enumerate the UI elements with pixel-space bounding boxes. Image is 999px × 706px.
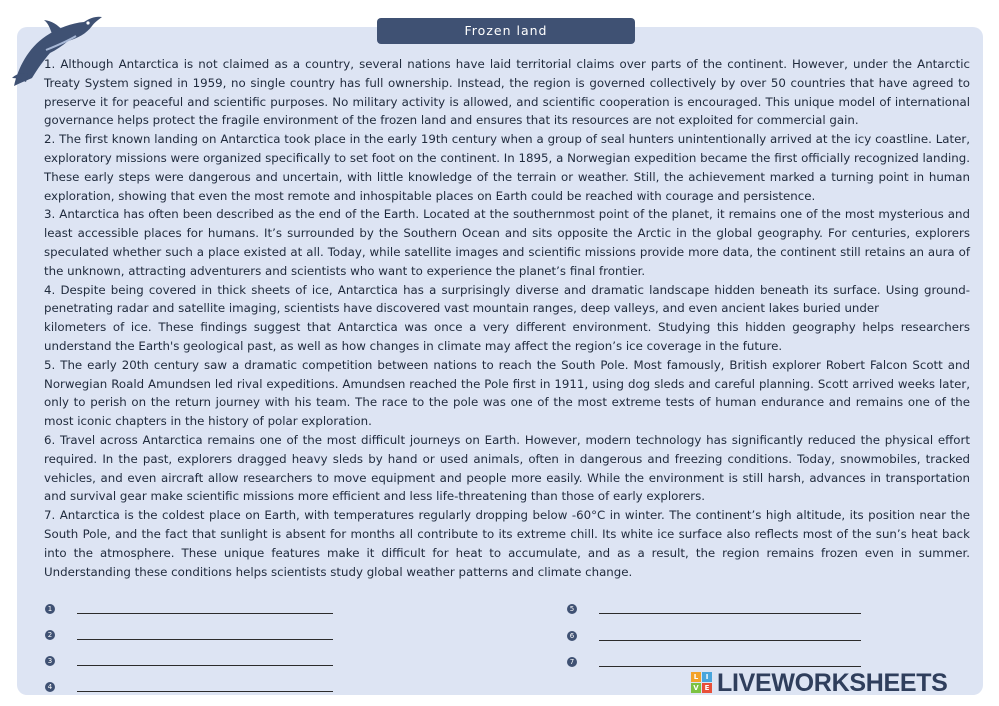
answer-field-6[interactable] xyxy=(599,640,861,641)
reading-text xyxy=(44,55,970,581)
answer-field-1[interactable] xyxy=(77,613,333,614)
answer-number-7: 7 xyxy=(567,657,577,667)
liveworksheets-brand xyxy=(691,669,948,697)
answer-number-3: 3 xyxy=(45,656,55,666)
paragraph-4: 4. Despite being covered in thick sheets of ice, Antarctica has a surprisingly diverse and dramatic landscape hidden beneath its surface. Using ground-penetrating radar and satellite imaging, scientists have discovered vast mountain ranges, deep valleys, and even ancient lakes buried under xyxy=(44,282,970,316)
answer-field-4[interactable] xyxy=(77,691,333,692)
answer-field-5[interactable] xyxy=(599,613,861,614)
worksheet-title: Frozen land xyxy=(377,18,635,44)
paragraph-5: 5. The early 20th century saw a dramatic competition between nations to reach the South Pole. Most famously, British explorer Robert Falcon Scott and Norwegian Roald Amundsen led rival expeditions. Amundsen reached the Pole first in 1911, using dog sleds and careful planning. Scott arrived weeks later, only to perish on the return journey with his team. The race to the pole was one of the most extreme tests of human endurance and remains one of the most iconic chapters in the history of polar exploration. xyxy=(44,357,970,429)
logo-letter-l: L xyxy=(691,672,701,682)
logo-letter-e: E xyxy=(702,683,712,693)
paragraph-7: 7. Antarctica is the coldest place on Earth, with temperatures regularly dropping below -60°C in winter. The continent’s high altitude, its position near the South Pole, and the fact that sunlight is absent for months all contribute to its extreme chill. Its white ice surface also reflects most of the sun’s heat back into the atmosphere. These unique features make it difficult for heat to accumulate, and as a result, the region remains frozen even in summer. Understanding these conditions helps scientists study global weather patterns and climate change. xyxy=(44,508,970,579)
brand-name: LIVEWORKSHEETS xyxy=(717,668,948,697)
answer-field-7[interactable] xyxy=(599,666,861,667)
paragraph-2: 2. The first known landing on Antarctica took place in the early 19th century when a group of seal hunters unintentionally arrived at the icy coastline. Later, exploratory missions were organized specifically to set foot on the continent. In 1895, a Norwegian expedition became the first officially recognized landing. These early steps were dangerous and uncertain, with little knowledge of the terrain or weather. Still, the achievement marked a turning point in human exploration, showing that even the most remote and inhospitable places on Earth could be reached with courage and persistence. xyxy=(44,132,970,203)
answer-number-1: 1 xyxy=(45,604,55,614)
logo-letter-i: I xyxy=(702,672,712,682)
answer-number-5: 5 xyxy=(567,604,577,614)
logo-letter-v: V xyxy=(691,683,701,693)
answer-number-2: 2 xyxy=(45,630,55,640)
answer-field-2[interactable] xyxy=(77,639,333,640)
liveworksheets-logo xyxy=(691,672,713,694)
paragraph-4-continued: kilometers of ice. These findings suggest that Antarctica was once a very different environment. Studying this hidden geography helps researchers understand the Earth's geological past, as well as how changes in climate may affect the region’s ice coverage in the future. xyxy=(44,320,970,353)
answer-number-4: 4 xyxy=(45,682,55,692)
paragraph-3: 3. Antarctica has often been described as the end of the Earth. Located at the southernmost point of the planet, it remains one of the most mysterious and least accessible places for humans. It’s surrounded by the Southern Ocean and sits opposite the Arctic in the global geography. For centuries, explorers speculated whether such a place existed at all. Today, while satellite images and scientific missions provide more data, the continent still retains an aura of the unknown, attracting adventurers and scientists who want to experience the planet’s final frontier. xyxy=(44,207,970,278)
paragraph-1: 1. Although Antarctica is not claimed as a country, several nations have laid territorial claims over parts of the continent. However, under the Antarctic Treaty System signed in 1959, no single country has full ownership. Instead, the region is governed collectively by over 50 countries that have agreed to preserve it for peaceful and scientific purposes. No military activity is allowed, and scientific cooperation is encouraged. This unique model of international governance helps protect the fragile environment of the frozen land and ensures that its resources are not exploited for commercial gain. xyxy=(44,57,970,128)
answer-number-6: 6 xyxy=(567,631,577,641)
answer-field-3[interactable] xyxy=(77,665,333,666)
paragraph-6: 6. Travel across Antarctica remains one of the most difficult journeys on Earth. However, modern technology has significantly reduced the physical effort required. In the past, explorers dragged heavy sleds by hand or used animals, often in dangerous and freezing conditions. Today, snowmobiles, tracked vehicles, and even aircraft allow researchers to move equipment and people more easily. While the environment is still harsh, advances in transportation and survival gear make scientific missions more efficient and less life-threatening than those of early explorers. xyxy=(44,432,970,504)
